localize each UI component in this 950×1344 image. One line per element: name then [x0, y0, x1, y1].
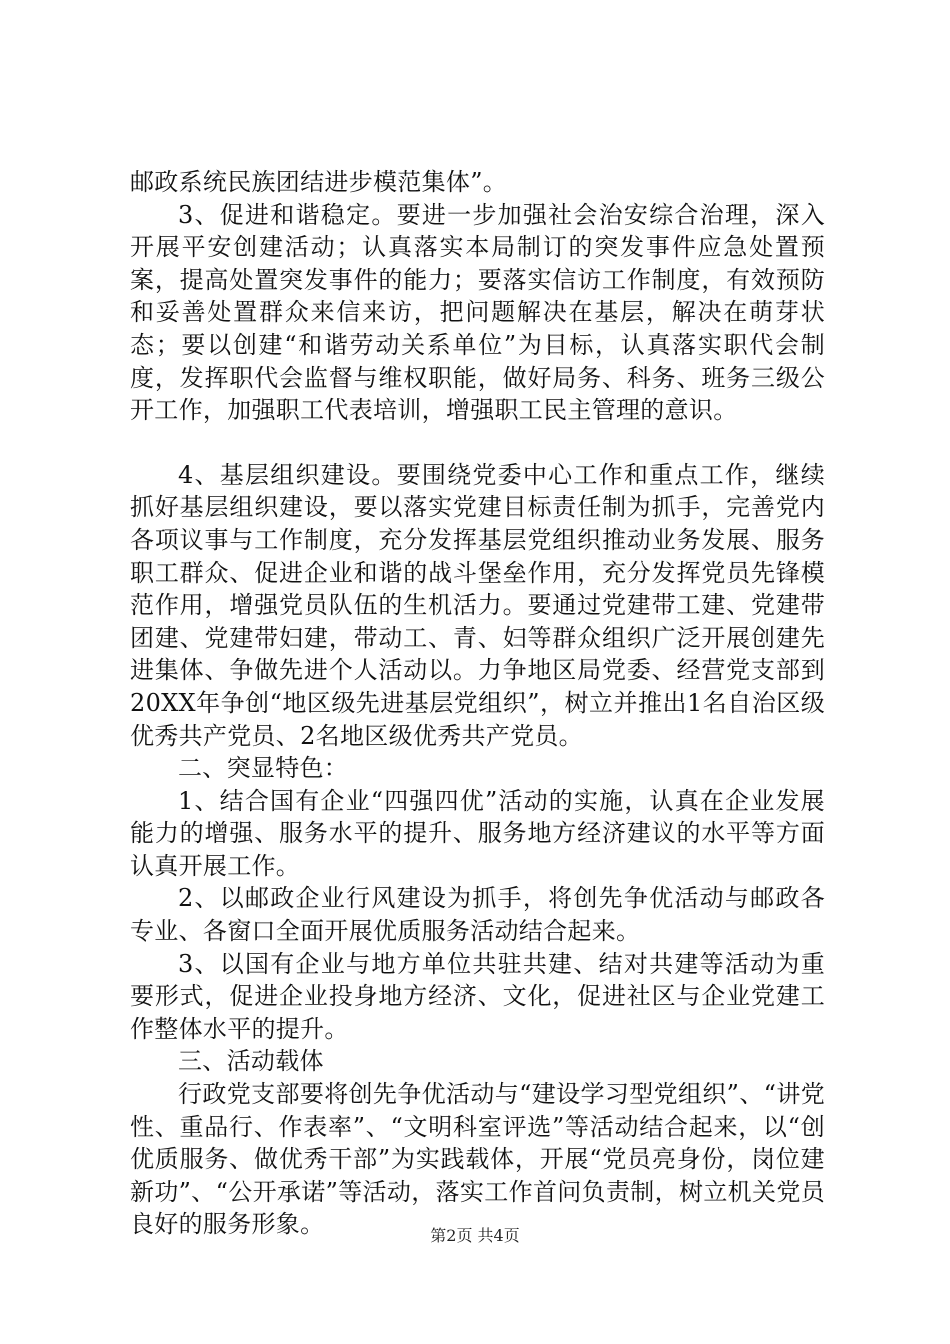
page-footer — [0, 1226, 950, 1246]
section-heading-2: 二、突显特色： — [178, 754, 349, 783]
paragraph-feature-1: 1、结合国有企业“四强四优”活动的实施，认真在企业发展能力的增强、服务水平的提升、服务地方经济建议的水平等方面认真开展工作。 — [130, 786, 825, 880]
paragraph-feature-3: 3、以国有企业与地方单位共驻共建、结对共建等活动为重要形式，促进企业投身地方经济、文化，促进社区与企业党建工作整体水平的提升。 — [130, 949, 825, 1043]
paragraph-activity-carrier: 行政党支部要将创先争优活动与“建设学习型党组织”、“讲党性、重品行、作表率”、“文明科室评选”等活动结合起来，以“创优质服务、做优秀干部”为实践载体，开展“党员亮身份，岗位建新功”、“公开承诺”等活动，落实工作首问负责制，树立机关党员良好的服务形象。 — [130, 1080, 825, 1239]
paragraph-item-3: 3、促进和谐稳定。要进一步加强社会治安综合治理，深入开展平安创建活动；认真落实本局制订的突发事件应急处置预案，提高处置突发事件的能力；要落实信访工作制度，有效预防和妥善处置群众来信来访，把问题解决在基层，解决在萌芽状态；要以创建“和谐劳动关系单位”为目标，认真落实职代会制度，发挥职代会监督与维权职能，做好局务、科务、班务三级公开工作，加强职工代表培训，增强职工民主管理的意识。 — [130, 200, 825, 425]
paragraph-continuation: 邮政系统民族团结进步模范集体”。 — [130, 168, 508, 196]
page-number: 第2页 共4页 — [430, 1226, 520, 1245]
paragraph-feature-2: 2、以邮政企业行风建设为抓手，将创先争优活动与邮政各专业、各窗口全面开展优质服务活动结合起来。 — [130, 884, 825, 946]
document-body — [130, 166, 825, 1241]
paragraph-item-4: 4、基层组织建设。要围绕党委中心工作和重点工作，继续抓好基层组织建设，要以落实党建目标责任制为抓手，完善党内各项议事与工作制度，充分发挥基层党组织推动业务发展、服务职工群众、促进企业和谐的战斗堡垒作用，充分发挥党员先锋模范作用，增强党员队伍的生机活力。要通过党建带工建、党建带团建、党建带妇建，带动工、青、妇等群众组织广泛开展创建先进集体、争做先进个人活动以。力争地区局党委、经营党支部到20XX年争创“地区级先进基层党组织”，树立并推出1名自治区级优秀共产党员、2名地区级优秀共产党员。 — [130, 460, 825, 750]
section-heading-3: 三、活动载体 — [178, 1047, 324, 1076]
